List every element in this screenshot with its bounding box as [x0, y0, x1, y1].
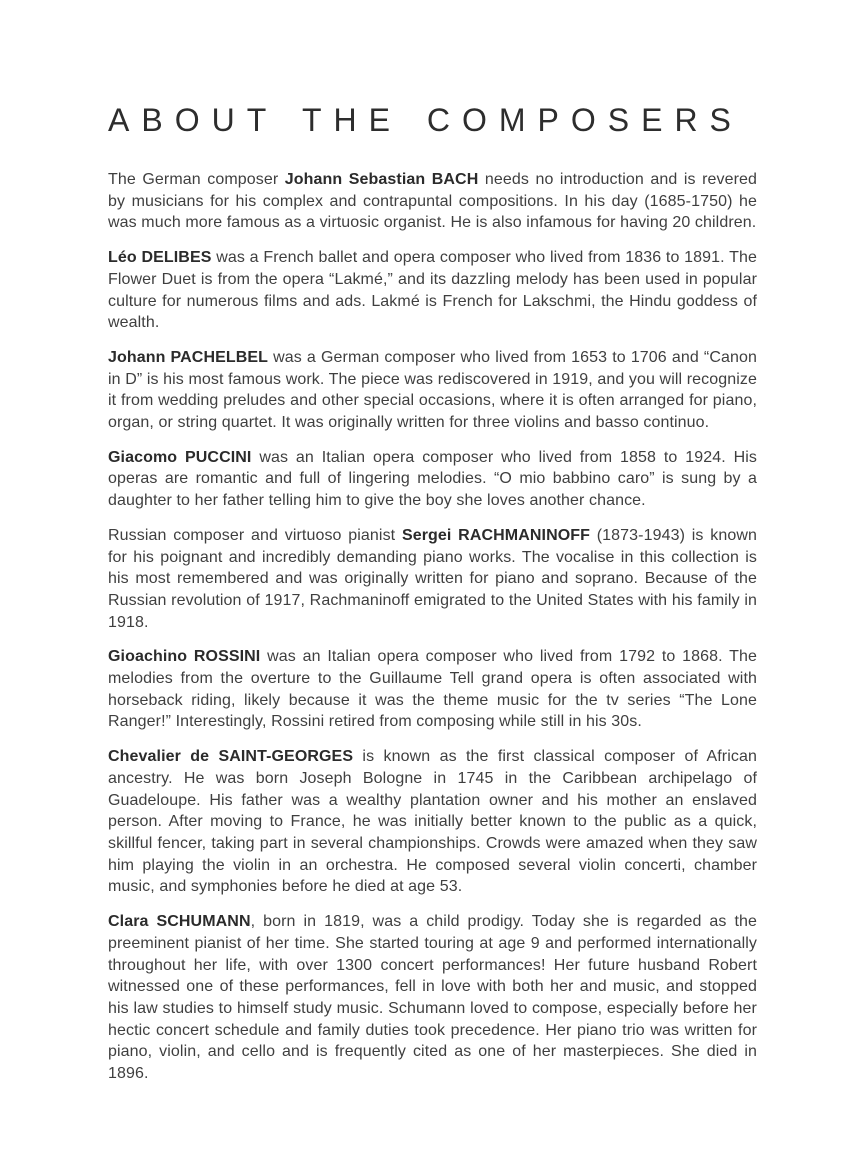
paragraph-text: needs no introduction and is revered by musicians for his complex and contrapuntal compositions. In his day (1685-1750) he was much more famous as a virtuosic organist. He is also infamous for having 20 children. — [108, 171, 758, 232]
paragraph-text: The German composer — [108, 171, 285, 188]
paragraphs-container — [108, 169, 757, 1085]
paragraph-text: , born in 1819, was a child prodigy. Today she is regarded as the preeminent pianist of her time. She started touring at age 9 and performed internationally throughout her life, with over 1300 concert performances! Her future husband Robert witnessed one of these performances, fell in love with both her and music, and stopped his law studies to himself study music. Schumann loved to compose, especially before her hectic concert schedule and family duties took precedence. Her piano trio was written for piano, violin, and cello and is frequently cited as one of her masterpieces. She died in 1896. — [108, 913, 758, 1083]
paragraph-text: was a French ballet and opera composer who lived from 1836 to 1891. The Flower Duet is from the opera “Lakmé,” and its dazzling melody has been used in popular culture for numerous films and ads. Lakmé is French for Lakschmi, the Hindu goddess of wealth. — [108, 249, 757, 332]
page-title: ABOUT THE COMPOSERS — [108, 102, 743, 138]
composer-paragraph — [108, 525, 757, 634]
composer-name: Léo DELIBES — [108, 249, 212, 267]
composer-paragraph — [108, 347, 757, 434]
paragraph-text: was a German composer who lived from 1653 to 1706 and “Canon in D” is his most famous work. The piece was rediscovered in 1919, and you will recognize it from wedding preludes and other special occasions, where it is often arranged for piano, organ, or string quartet. It was originally written for three violins and basso continuo. — [108, 348, 757, 432]
composer-paragraph — [108, 447, 757, 512]
composer-name: Johann Sebastian BACH — [284, 171, 479, 188]
paragraph-text: is known as the first classical composer of African ancestry. He was born Joseph Bologne in 1745 in the Caribbean archipelago of Guadeloupe. His father was a wealthy plantation owner and his mother an enslaved person. After moving to France, he was initially better known to the public as a quick, skillful fencer, taking part in several championships. Crowds were amazed when they saw him playing the violin in an orchestra. He composed several violin concerti, chamber music, and symphonies before he died at age 53. — [108, 748, 757, 896]
composer-name: Clara SCHUMANN — [108, 913, 251, 931]
composer-paragraph — [108, 169, 757, 234]
composer-name: Giacomo PUCCINI — [108, 448, 252, 466]
composer-paragraph — [108, 746, 757, 898]
composer-name: Johann PACHELBEL — [108, 348, 269, 366]
paragraph-text: was an Italian opera composer who lived from 1858 to 1924. His operas are romantic and full of lingering melodies. “O mio babbino caro” is sung by a daughter to her father telling him to give the boy she loves another chance. — [108, 448, 758, 510]
paragraph-text: was an Italian opera composer who lived from 1792 to 1868. The melodies from the overture to the Guillaume Tell grand opera is often associated with horseback riding, likely because it was the theme music for the tv series “The Lone Ranger!” Interestingly, Rossini retired from composing while still in his 30s. — [108, 648, 757, 731]
composer-paragraph — [108, 247, 757, 334]
composer-name: Gioachino ROSSINI — [108, 648, 261, 666]
composer-name: Sergei RACHMANINOFF — [401, 526, 591, 544]
composer-paragraph — [108, 911, 757, 1085]
composer-paragraph — [108, 646, 757, 733]
composer-name: Chevalier de SAINT-GEORGES — [108, 748, 354, 766]
paragraph-text: Russian composer and virtuoso pianist — [108, 526, 402, 544]
paragraph-text: (1873-1943) is known for his poignant and incredibly demanding piano works. The vocalise in this collection is his most remembered and was originally written for piano and soprano. Because of the Russian revolution of 1917, Rachmaninoff emigrated to the United States with his family in 1918. — [108, 526, 757, 631]
